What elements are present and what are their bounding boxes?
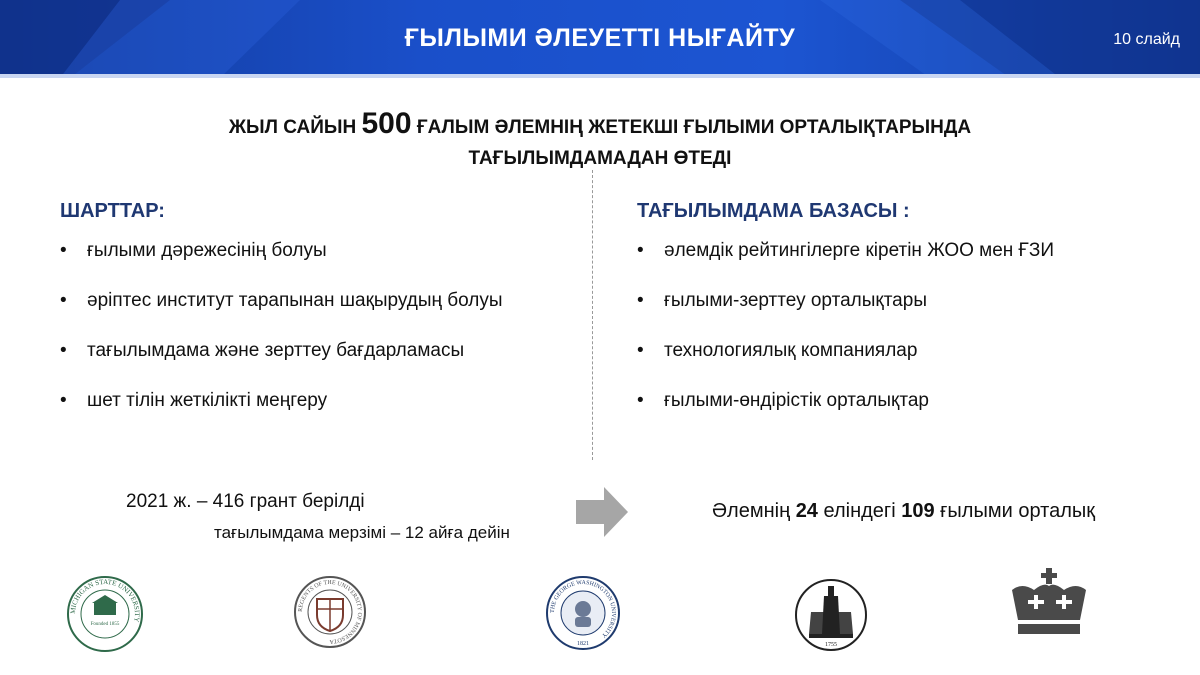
base-item: • ғылыми-өндірістік орталықтар (637, 388, 1177, 414)
slide-header (0, 0, 1200, 78)
mgu-year: 1755 (825, 642, 837, 648)
slide-title: ҒЫЛЫМИ ӘЛЕУЕТТІ НЫҒАЙТУ (404, 24, 796, 52)
headline-part2: ҒАЛЫМ ӘЛЕМНІҢ ЖЕТЕКШІ ҒЫЛЫМИ ОРТАЛЫҚТАРЫНДА (411, 117, 972, 138)
michigan-state-seal-logo (66, 575, 144, 653)
column-divider (592, 170, 593, 460)
msu-seal-text: MICHIGAN STATE UNIVERSITY (68, 577, 142, 623)
gw-year: 1821 (577, 641, 589, 647)
george-washington-seal-logo (545, 575, 621, 651)
summary-suffix: ғылыми орталық (934, 500, 1095, 522)
countries-count: 24 (795, 500, 818, 522)
bases-list (637, 238, 1177, 414)
right-arrow-icon (576, 487, 630, 537)
headline-line2: ТАҒЫЛЫМДАМАДАН ӨТЕДІ (468, 148, 732, 169)
columbia-crown-logo (1008, 568, 1090, 638)
condition-item: • шет тілін жеткілікті меңгеру (60, 388, 560, 414)
conditions-list (60, 238, 560, 414)
bases-heading: ТАҒЫЛЫМДАМА БАЗАСЫ : (637, 200, 910, 222)
condition-item: • ғылыми дәрежесінің болуы (60, 238, 560, 264)
moscow-state-university-logo (793, 578, 869, 652)
base-item: • әлемдік рейтингілерге кіретін ЖОО мен ҒЗИ (637, 238, 1177, 264)
condition-item: • әріптес институт тарапынан шақырудың болуы (60, 288, 560, 314)
headline-number: 500 (361, 107, 412, 140)
summary-prefix: Әлемнің (712, 500, 796, 522)
headline-part1: ЖЫЛ САЙЫН (228, 117, 362, 138)
minnesota-seal-logo (293, 575, 367, 649)
internship-duration: тағылымдама мерзімі – 12 айға дейін (214, 523, 510, 542)
summary-middle: еліндегі (817, 500, 902, 522)
gw-seal-text: THE GEORGE WASHINGTON UNIVERSITY (549, 579, 617, 639)
headline (0, 108, 1200, 174)
grant-count: 2021 ж. – 416 грант берілді (126, 491, 365, 512)
mn-seal-text: REGENTS OF THE UNIVERSITY OF MINNESOTA (297, 579, 363, 645)
msu-founded: Founded 1855 (90, 622, 120, 627)
conditions-heading: ШАРТТАР: (60, 200, 165, 222)
base-item: • ғылыми-зерттеу орталықтары (637, 288, 1177, 314)
condition-item: • тағылымдама және зерттеу бағдарламасы (60, 338, 560, 364)
slide-number: 10 слайд (1113, 31, 1180, 48)
centers-summary (712, 500, 1095, 523)
base-item: • технологиялық компаниялар (637, 338, 1177, 364)
centers-count: 109 (901, 500, 935, 522)
